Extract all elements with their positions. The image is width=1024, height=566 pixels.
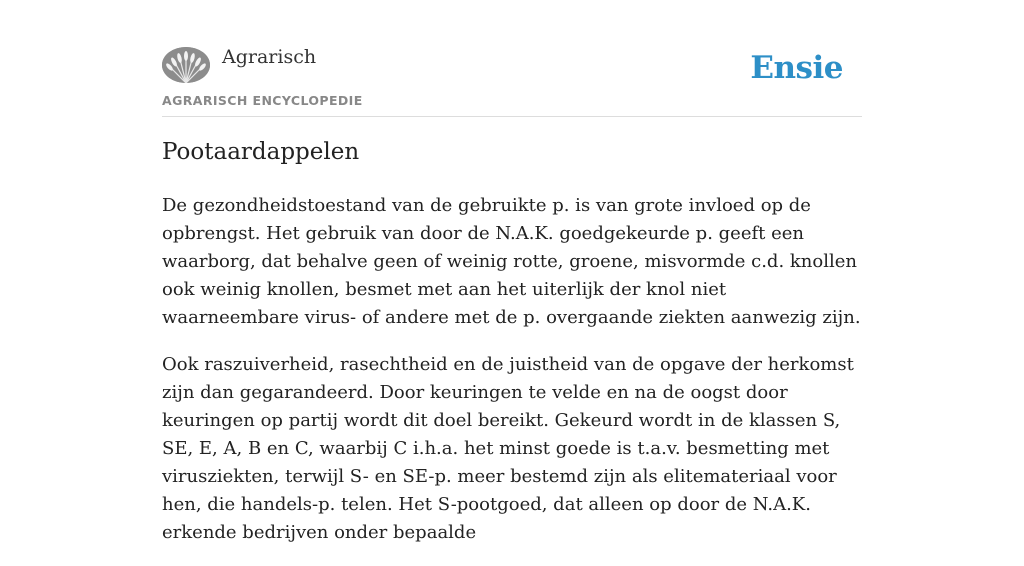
source-header [162,0,862,117]
article-paragraph: De gezondheidstoestand van de gebruikte p. is van grote invloed op de opbrengst. Het gebruik van door de N.A.K. goedgekeurde p. geeft een waarborg, dat behalve geen of weinig rotte, groene, misvormde c.d. knollen ook weinig knollen, besmet met aan het uiterlijk der knol niet waarneembare virus- of andere met de p. overgaande ziekten aanwezig zijn. [162,195,861,328]
article-body [162,192,864,566]
article-page [162,0,862,543]
source-subtitle[interactable]: AGRARISCH ENCYCLOPEDIE [162,93,363,108]
brand-logo[interactable]: Ensie [750,50,843,86]
source-title[interactable]: Agrarisch [222,46,317,68]
article-title: Pootaardappelen [162,139,360,165]
article-paragraph: Ook raszuiverheid, rasechtheid en de juistheid van de opgave der herkomst zijn dan gegarandeerd. Door keuringen te velde en na de oogst door keuringen op partij wordt dit doel bereikt. Gekeurd wordt in de klassen S, SE, E, A, B en C, waarbij C i.h.a. het minst goede is t.a.v. besmetting met virusziekten, terwijl S- en SE-p. meer bestemd zijn als elitemateriaal voor hen, die handels-p. telen. Het S-pootgoed, dat alleen op door de N.A.K. erkende bedrijven onder bepaalde [162,354,854,543]
wheat-sheaf-icon[interactable] [162,47,210,83]
